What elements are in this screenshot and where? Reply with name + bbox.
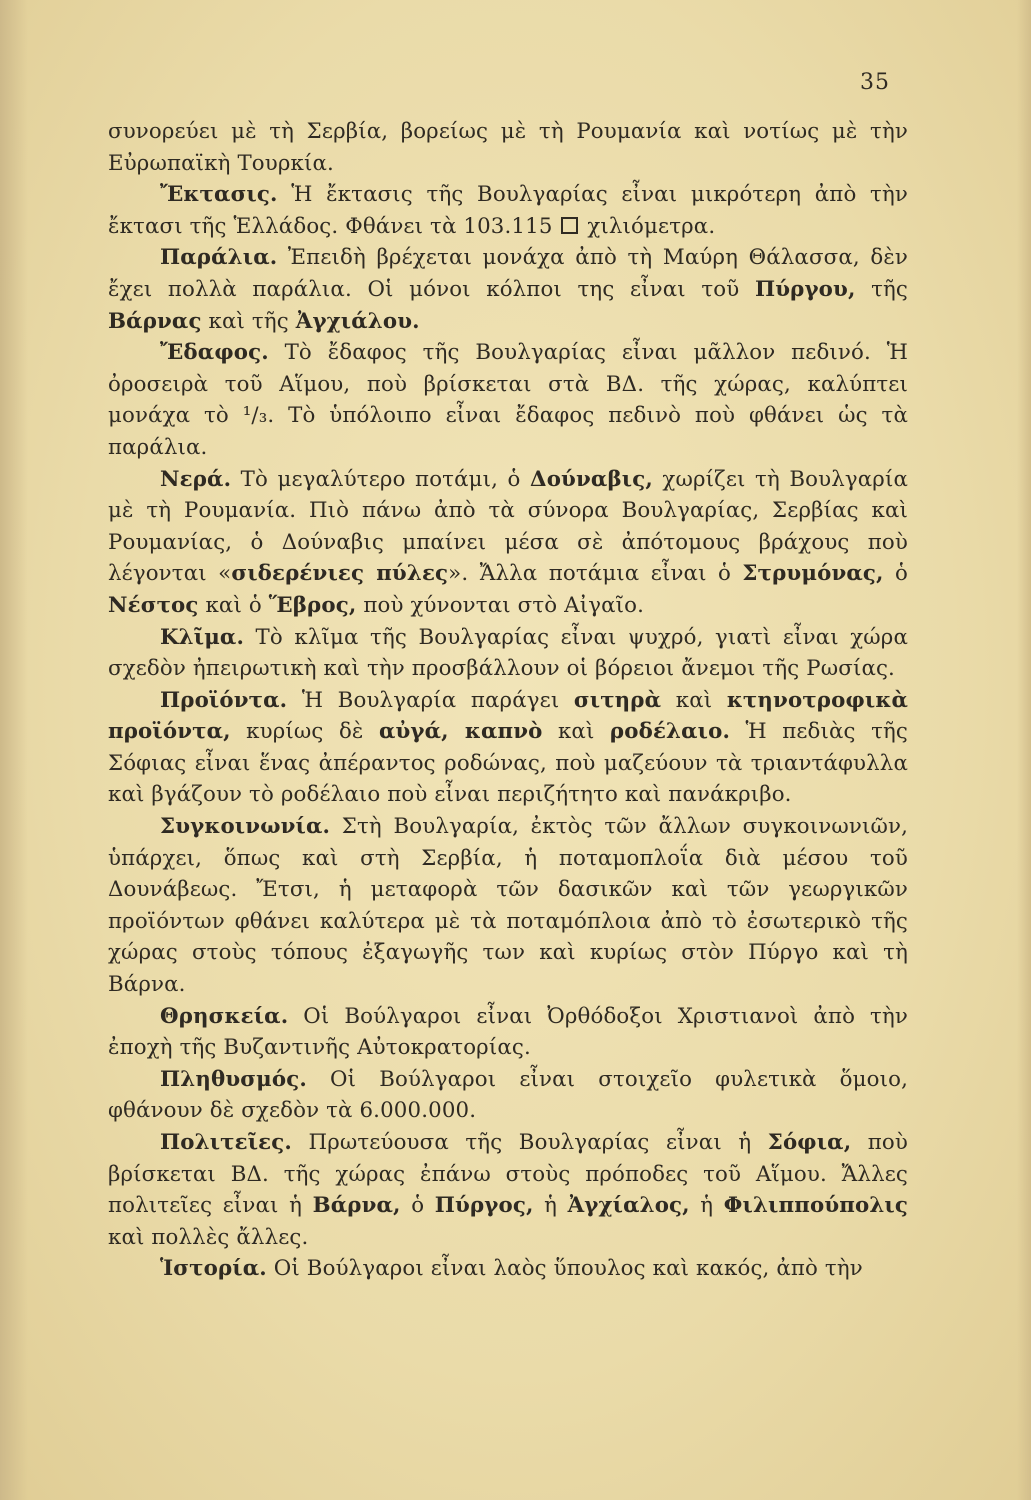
paragraph-terrain: Ἔδαφος. Τὸ ἔδαφος τῆς Βουλγαρίας εἶναι μᾶλλον πεδινό. Ἡ ὀροσειρὰ τοῦ Αἵμου, ποὺ βρίσκεται στὰ ΒΔ. τῆς χώρας, καλύπτει μονάχα τὸ ¹/₃. Τὸ ὑπόλοιπο εἶναι ἔδαφος πεδινὸ ποὺ φθάνει ὡς τὰ παράλια.	[108, 340, 908, 460]
section-heading-cities: Πολιτεῖες.	[160, 1130, 292, 1155]
paragraph-cities: Πολιτεῖες. Πρωτεύουσα τῆς Βουλγαρίας εἶναι ἡ Σόφια, ποὺ βρίσκεται ΒΔ. τῆς χώρας ἐπάνω στοὺς πρόποδες τοῦ Αἵμου. Ἄλλες πολιτεῖες εἶναι ἡ Βάρνα, ὁ Πύργος, ἡ Ἀγχίαλος, ἡ Φιλιππούπολις καὶ πολλὲς ἄλλες.	[108, 1130, 908, 1250]
paragraph-population: Πληθυσμός. Οἱ Βούλγαροι εἶναι στοιχεῖο φυλετικὰ ὅμοιο, φθάνουν δὲ σχεδὸν τὰ 6.000.000.	[108, 1066, 908, 1124]
section-heading-population: Πληθυσμός.	[160, 1066, 307, 1092]
paragraph-products: Προϊόντα. Ἡ Βουλγαρία παράγει σιτηρὰ καὶ κτηνοτροφικὰ προϊόντα, κυρίως δὲ αὐγά, καπνὸ καὶ ροδέλαιο. Ἡ πεδιὰς τῆς Σόφιας εἶναι ἕνας ἀπέραντος ροδώνας, ποὺ μαζεύουν τὰ τριαντάφυλλα καὶ βγάζουν τὸ ροδέλαιο ποὺ εἶναι περιζήτητο καὶ πανάκριβο.	[108, 687, 909, 808]
paragraph-religion: Θρησκεία. Οἱ Βούλγαροι εἶναι Ὀρθόδοξοι Χριστιανοὶ ἀπὸ τὴν ἐποχὴ τῆς Βυζαντινῆς Αὐτοκρατορίας.	[108, 1003, 908, 1061]
page-edge-shadow-right	[1017, 0, 1031, 1500]
paragraph-coasts: Παράλια. Ἐπειδὴ βρέχεται μονάχα ἀπὸ τὴ Μαύρη Θάλασσα, δὲν ἔχει πολλὰ παράλια. Οἱ μόνοι κόλποι της εἶναι τοῦ Πύργου, τῆς Βάρνας καὶ τῆς Ἀγχιάλου.	[108, 245, 909, 334]
section-heading-coasts: Παράλια.	[160, 245, 278, 271]
section-heading-waters: Νερά.	[160, 466, 232, 492]
section-heading-religion: Θρησκεία.	[160, 1003, 289, 1029]
section-heading-climate: Κλῖμα.	[160, 624, 245, 650]
page-number: 35	[860, 70, 890, 95]
paragraph-area: Ἔκτασις. Ἡ ἔκτασις τῆς Βουλγαρίας εἶναι μικρότερη ἀπὸ τὴν ἔκτασι τῆς Ἑλλάδος. Φθάνει τὰ 103.115 χιλιόμετρα.	[108, 182, 908, 239]
section-heading-area: Ἔκτασις.	[160, 182, 278, 208]
section-heading-history: Ἱστορία.	[160, 1256, 267, 1282]
section-heading-products: Προϊόντα.	[160, 687, 288, 713]
paragraph-climate: Κλῖμα. Τὸ κλῖμα τῆς Βουλγαρίας εἶναι ψυχρό, γιατὶ εἶναι χώρα σχεδὸν ἠπειρωτικὴ καὶ τὴν προσβάλλουν οἱ βόρειοι ἄνεμοι τῆς Ρωσίας.	[108, 624, 908, 682]
paragraph-borders-continued: συνορεύει μὲ τὴ Σερβία, βορείως μὲ τὴ Ρουμανία καὶ νοτίως μὲ τὴν Εὐρωπαϊκὴ Τουρκία.	[108, 119, 908, 176]
paragraph-waters: Νερά. Τὸ μεγαλύτερο ποτάμι, ὁ Δούναβις, χωρίζει τὴ Βουλγαρία μὲ τὴ Ρουμανία. Πιὸ πάνω ἀπὸ τὰ σύνορα Βουλγαρίας, Σερβίας καὶ Ρουμανίας, ὁ Δούναβις μπαίνει μέσα σὲ ἀπότομους βράχους ποὺ λέγονται «σιδερένιες πύλες». Ἄλλα ποτάμια εἶναι ὁ Στρυμόνας, ὁ Νέστος καὶ ὁ Ἕβρος, ποὺ χύνονται στὸ Αἰγαῖο.	[108, 466, 908, 618]
page-edge-shadow-left	[0, 0, 28, 1500]
square-unit-icon	[561, 217, 578, 234]
body-text	[108, 116, 908, 1285]
section-heading-terrain: Ἔδαφος.	[160, 340, 269, 366]
section-heading-transport: Συγκοινωνία.	[160, 814, 331, 840]
paragraph-transport: Συγκοινωνία. Στὴ Βουλγαρία, ἐκτὸς τῶν ἄλλων συγκοινωνιῶν, ὑπάρχει, ὅπως καὶ στὴ Σερβία, ἡ ποταμοπλοΐα διὰ μέσου τοῦ Δουνάβεως. Ἔτσι, ἡ μεταφορὰ τῶν δασικῶν καὶ τῶν γεωργικῶν προϊόντων φθάνει καλύτερα μὲ τὰ ποταμόπλοια ἀπὸ τὸ ἐσωτερικὸ τῆς χώρας στοὺς τόπους ἐξαγωγῆς των καὶ κυρίως στὸν Πύργο καὶ τὴ Βάρνα.	[108, 814, 908, 998]
paragraph-history: Ἱστορία. Οἱ Βούλγαροι εἶναι λαὸς ὕπουλος καὶ κακός, ἀπὸ τὴν	[160, 1256, 863, 1282]
